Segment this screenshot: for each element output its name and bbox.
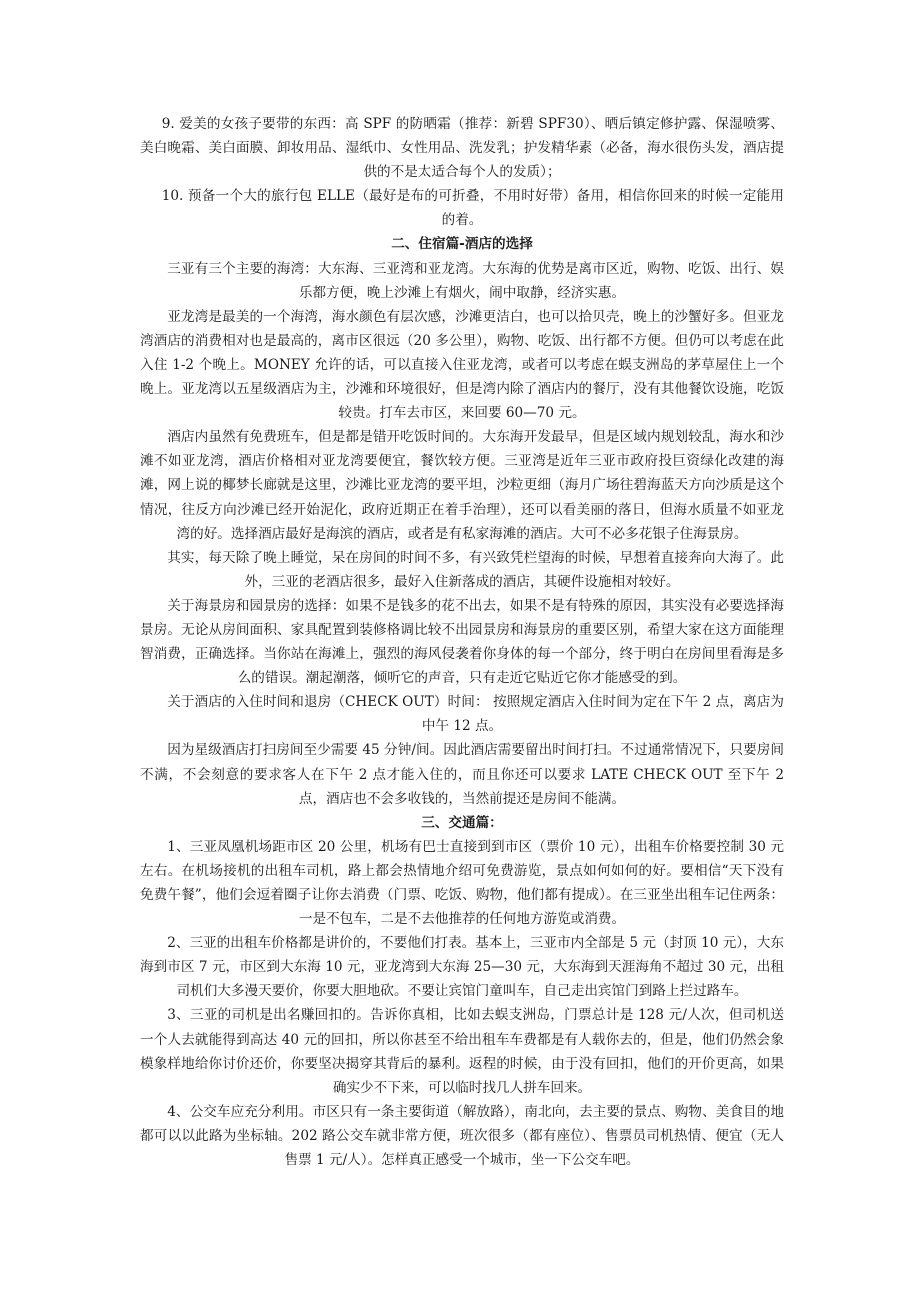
lodging-paragraph: 关于海景房和园景房的选择：如果不是钱多的花不出去，如果不是有特殊的原因，其实没有必要选择海景房。无论从房间面积、家具配置到装修格调比较不出园景房和海景房的重要区别，希望大家在这方面能理智消费，正确选择。当你站在海滩上，强烈的海风侵袭着你身体的每一个部分，终于明白在房间里看海是多么的错误。潮起潮落，倾听它的声音，只有走近它贴近它你才能感受的到。 [140, 597, 784, 687]
transport-paragraph: 1、三亚凤凰机场距市区 20 公里，机场有巴士直接到到市区（票价 10 元），出租车价格要控制 30 元左右。在机场接机的出租车司机，路上都会热情地介绍可免费游览，景点如何如何的好。要相信“天下没有免费午餐”，他们会逗着圈子让你去消费（门票、吃饭、购物，他们都有提成）。在三亚坐出租车记住两条：一是不包车，二是不去他推荐的任何地方游览或消费。 [140, 838, 784, 928]
transport-paragraph: 4、公交车应充分利用。市区只有一条主要街道（解放路），南北向，去主要的景点、购物、美食目的地都可以以此路为坐标轴。202 路公交车就非常方便，班次很多（都有座位）、售票员司机热情、便宜（无人售票 1 元/人）。怎样真正感受一个城市，坐一下公交车吧。 [140, 1103, 784, 1169]
section-heading-lodging: 二、住宿篇-酒店的选择 [391, 236, 533, 253]
transport-paragraph: 3、三亚的司机是出名赚回扣的。告诉你真相，比如去蜈支洲岛，门票总计是 128 元/人次，但司机送一个人去就能得到高达 40 元的回扣，所以你甚至不给出租车车费都是有人载你去的，但是，他们仍然会象模象样地给你讨价还价，你要坚决揭穿其背后的暴利。返程的时候，由于没有回扣，他们的开价更高，如果确实少不下来，可以临时找几人拼车回来。 [140, 1007, 784, 1096]
document-page [140, 112, 784, 1172]
transport-paragraph: 2、三亚的出租车价格都是讲价的，不要他们打表。基本上，三亚市内全部是 5 元（封顶 10 元），大东海到市区 7 元，市区到大东海 10 元，亚龙湾到大东海 25—30 元，大东海到天涯海角不超过 30 元，出租司机们大多漫天要价，你要大胆地砍。不要让宾馆门童叫车，自己走出宾馆门到路上拦过路车。 [140, 935, 784, 1000]
lodging-paragraph: 关于酒店的入住时间和退房（CHECK OUT）时间： 按照规定酒店入住时间为定在下午 2 点，离店为中午 12 点。 [167, 694, 784, 735]
lodging-paragraph: 三亚有三个主要的海湾：大东海、三亚湾和亚龙湾。大东海的优势是离市区近，购物、吃饭、出行、娱乐都方便，晚上沙滩上有烟火，闹中取静，经济实惠。 [167, 260, 784, 301]
list-item-9: 9. 爱美的女孩子要带的东西：高 SPF 的防晒霜（推荐：新碧 SPF30）、晒后镇定修护露、保湿喷雾、美白晚霜、美白面膜、卸妆用品、湿纸巾、女性用品、洗发乳；护发精华素（必备，海水很伤头发，酒店提供的不是太适合每个人的发质）； [140, 116, 784, 181]
lodging-paragraph: 其实，每天除了晚上睡觉，呆在房间的时间不多，有兴致凭栏望海的时候，早想着直接奔向大海了。此外，三亚的老酒店很多，最好入住新落成的酒店，其硬件设施相对较好。 [167, 549, 784, 590]
section-heading-transport: 三、交通篇： [421, 814, 503, 831]
lodging-paragraph: 亚龙湾是最美的一个海湾，海水颜色有层次感，沙滩更洁白，也可以拾贝壳，晚上的沙蟹好多。但亚龙湾酒店的消费相对也是最高的，离市区很远（20 多公里），购物、吃饭、出行都不方便。但仍可以考虑在此入住 1-2 个晚上。MONEY 允许的话，可以直接入住亚龙湾，或者可以考虑在蜈支洲岛的茅草屋住上一个晚上。亚龙湾以五星级酒店为主，沙滩和环境很好，但是湾内除了酒店内的餐厅，没有其他餐饮设施，吃饭较贵。打车去市区，来回要 60—70 元。 [140, 308, 784, 422]
list-item-10: 10. 预备一个大的旅行包 ELLE（最好是布的可折叠，不用时好带）备用，相信你回来的时候一定能用的着。 [161, 188, 784, 229]
lodging-paragraph: 酒店内虽然有免费班车，但是都是错开吃饭时间的。大东海开发最早，但是区域内规划较乱，海水和沙滩不如亚龙湾，酒店价格相对亚龙湾要便宜，餐饮较方便。三亚湾是近年三亚市政府投巨资绿化改建的海滩，网上说的椰梦长廊就是这里，沙滩比亚龙湾的要平坦，沙粒更细（海月广场往碧海蓝天方向沙质是这个情况，往反方向沙滩已经开始泥化，政府近期正在着手治理），还可以看美丽的落日，但海水质量不如亚龙湾的好。选择酒店最好是海滨的酒店，或者是有私家海滩的酒店。大可不必多花银子住海景房。 [140, 429, 784, 542]
lodging-paragraph: 因为星级酒店打扫房间至少需要 45 分钟/间。因此酒店需要留出时间打扫。不过通常情况下，只要房间不满，不会刻意的要求客人在下午 2 点才能入住的，而且你还可以要求 LATE CHECK OUT 至下午 2 点，酒店也不会多收钱的，当然前提还是房间不能满。 [140, 742, 784, 807]
